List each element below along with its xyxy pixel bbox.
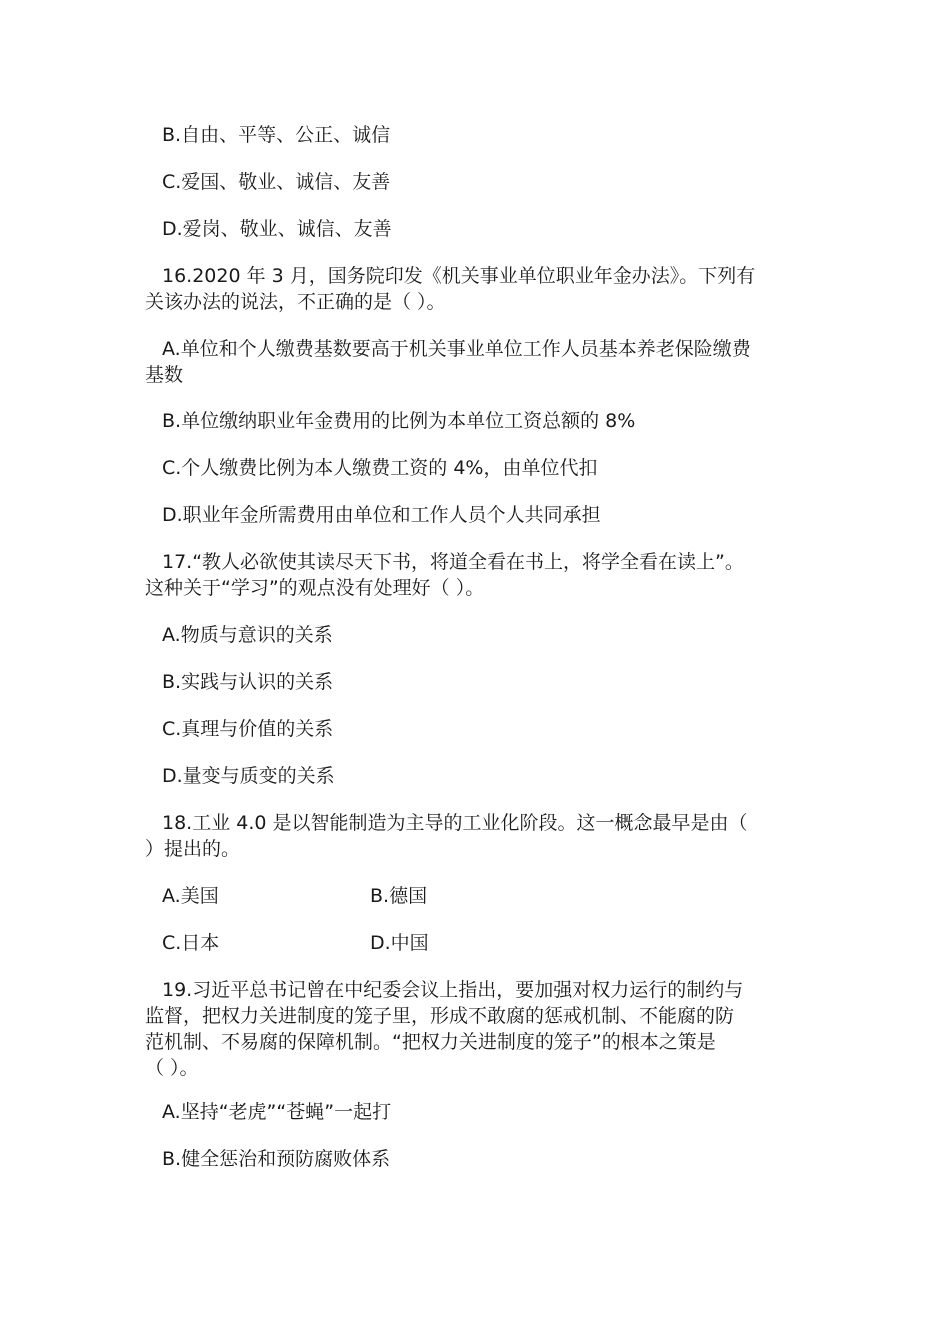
- q18-stem-line2: ）提出的。: [145, 838, 241, 860]
- q19-stem-line3: 范机制、不易腐的保障机制。“把权力关进制度的笼子”的根本之策是: [145, 1031, 716, 1053]
- q15-option-d: D.爱岗、敬业、诚信、友善: [162, 218, 392, 240]
- q18-option-a: A.美国: [162, 885, 219, 907]
- q17-stem-line1: 17.“教人必欲使其读尽天下书，将道全看在书上，将学全看在读上”。: [162, 551, 744, 573]
- q19-stem-line1: 19.习近平总书记曾在中纪委会议上指出，要加强对权力运行的制约与: [162, 979, 744, 1001]
- q16-option-a-line2: 基数: [145, 364, 184, 386]
- q17-option-a: A.物质与意识的关系: [162, 624, 333, 646]
- q15-option-c: C.爱国、敬业、诚信、友善: [162, 171, 391, 193]
- q17-option-b: B.实践与认识的关系: [162, 671, 334, 693]
- q16-stem-line2: 关该办法的说法，不正确的是（ ）。: [145, 291, 446, 313]
- q16-option-d: D.职业年金所需费用由单位和工作人员个人共同承担: [162, 504, 601, 526]
- q18-stem-line1: 18.工业 4.0 是以智能制造为主导的工业化阶段。这一概念最早是由（: [162, 812, 748, 834]
- q19-option-a: A.坚持“老虎”“苍蝇”一起打: [162, 1101, 392, 1123]
- q16-stem-line1: 16.2020 年 3 月，国务院印发《机关事业单位职业年金办法》。下列有: [162, 265, 756, 287]
- q17-stem-line2: 这种关于“学习”的观点没有处理好（ ）。: [145, 577, 485, 599]
- q18-option-d: D.中国: [370, 932, 429, 954]
- q18-option-b: B.德国: [370, 885, 428, 907]
- q15-option-b: B.自由、平等、公正、诚信: [162, 124, 391, 146]
- q16-option-b: B.单位缴纳职业年金费用的比例为本单位工资总额的 8%: [162, 410, 636, 432]
- q18-option-c: C.日本: [162, 932, 220, 954]
- q17-option-c: C.真理与价值的关系: [162, 718, 334, 740]
- q19-stem-line4: （ ）。: [145, 1057, 199, 1079]
- q19-stem-line2: 监督，把权力关进制度的笼子里，形成不敢腐的惩戒机制、不能腐的防: [145, 1005, 735, 1027]
- q17-option-d: D.量变与质变的关系: [162, 765, 335, 787]
- q16-option-a-line1: A.单位和个人缴费基数要高于机关事业单位工作人员基本养老保险缴费: [162, 338, 751, 360]
- q16-option-c: C.个人缴费比例为本人缴费工资的 4%，由单位代扣: [162, 457, 598, 479]
- q19-option-b: B.健全惩治和预防腐败体系: [162, 1148, 391, 1170]
